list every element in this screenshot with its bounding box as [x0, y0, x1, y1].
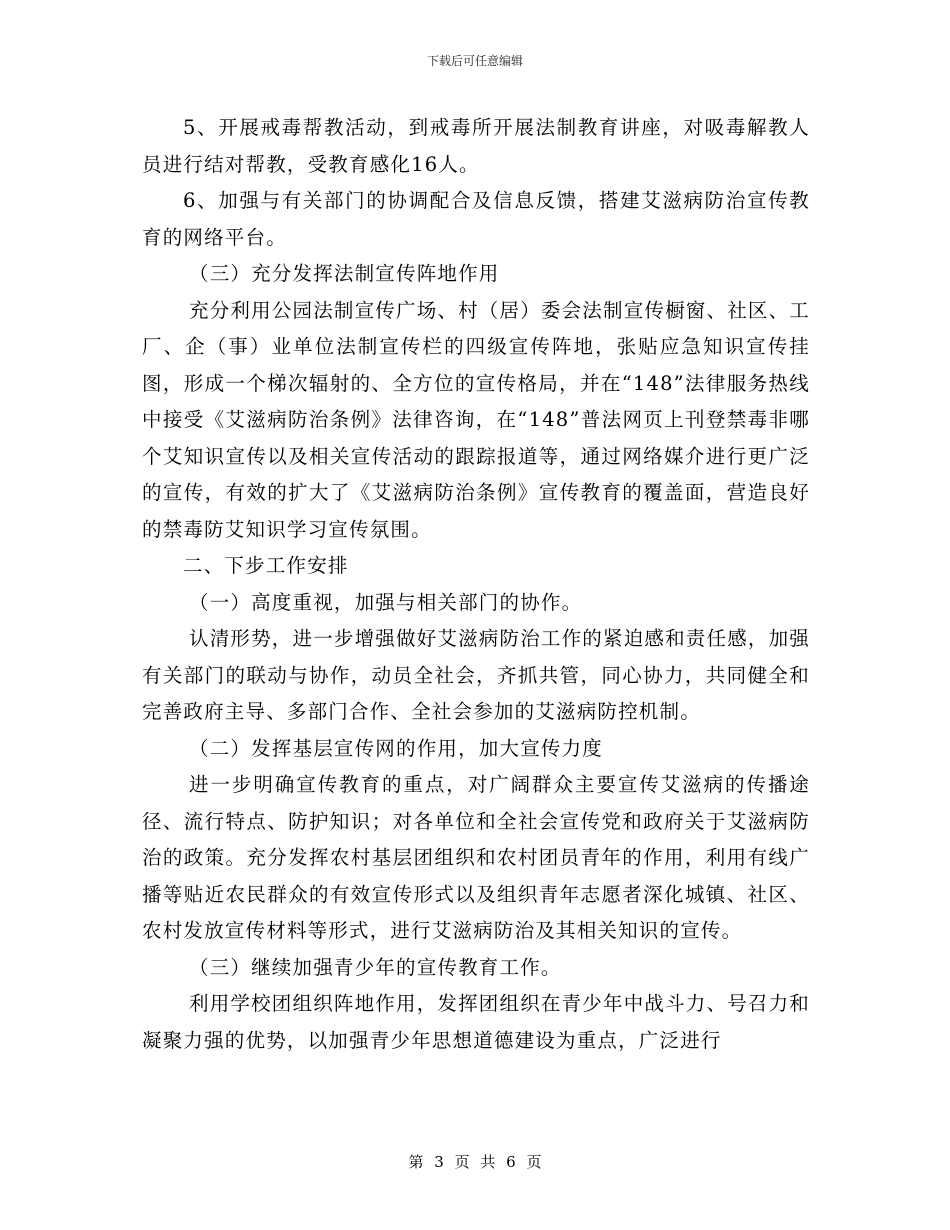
page-number-footer: 第 3 页 共 6 页 — [408, 1153, 542, 1171]
section-heading: （一）高度重视，加强与相关部门的协作。 — [189, 590, 583, 614]
section-heading: （三）充分发挥法制宣传阵地作用 — [189, 262, 500, 285]
section-heading: （三）继续加强青少年的宣传教育工作。 — [189, 955, 562, 979]
paragraph: 5、开展戒毒帮教活动，到戒毒所开展法制教育讲座，对吸毒解教人员进行结对帮教，受教育感化16人。 — [142, 116, 810, 176]
document-body — [142, 110, 810, 1059]
section-heading: 二、下步工作安排 — [183, 554, 349, 577]
paragraph: 利用学校团组织阵地作用，发挥团组织在青少年中战斗力、号召力和凝聚力强的优势，以加强青少年思想道德建设为重点，广泛进行 — [142, 992, 811, 1052]
paragraph: 6、加强与有关部门的协调配合及信息反馈，搭建艾滋病防治宣传教育的网络平台。 — [142, 189, 810, 249]
paragraph: 进一步明确宣传教育的重点，对广阔群众主要宣传艾滋病的传播途径、流行特点、防护知识；对各单位和全社会宣传党和政府关于艾滋病防治的政策。充分发挥农村基层团组织和农村团员青年的作用，利用有线广播等贴近农民群众的有效宣传形式以及组织青年志愿者深化城镇、社区、农村发放宣传材料等形式，进行艾滋病防治及其相关知识的宣传。 — [142, 773, 810, 942]
paragraph: 充分利用公园法制宣传广场、村（居）委会法制宣传橱窗、社区、工厂、企（事）业单位法制宣传栏的四级宣传阵地，张贴应急知识宣传挂图，形成一个梯次辐射的、全方位的宣传格局，并在“148”法律服务热线中接受《艾滋病防治条例》法律咨询，在“148”普法网页上刊登禁毒非哪个艾知识宣传以及相关宣传活动的跟踪报道等，通过网络媒介进行更广泛的宣传，有效的扩大了《艾滋病防治条例》宣传教育的覆盖面，营造良好的禁毒防艾知识学习宣传氛围。 — [142, 298, 811, 541]
page-header: 下载后可任意编辑 — [426, 54, 523, 68]
section-heading: （二）发挥基层宣传网的作用，加大宣传力度 — [189, 736, 604, 760]
paragraph: 认清形势，进一步增强做好艾滋病防治工作的紧迫感和责任感，加强有关部门的联动与协作，动员全社会，齐抓共管，同心协力，共同健全和完善政府主导、多部门合作、全社会参加的艾滋病防控机制。 — [142, 627, 811, 723]
